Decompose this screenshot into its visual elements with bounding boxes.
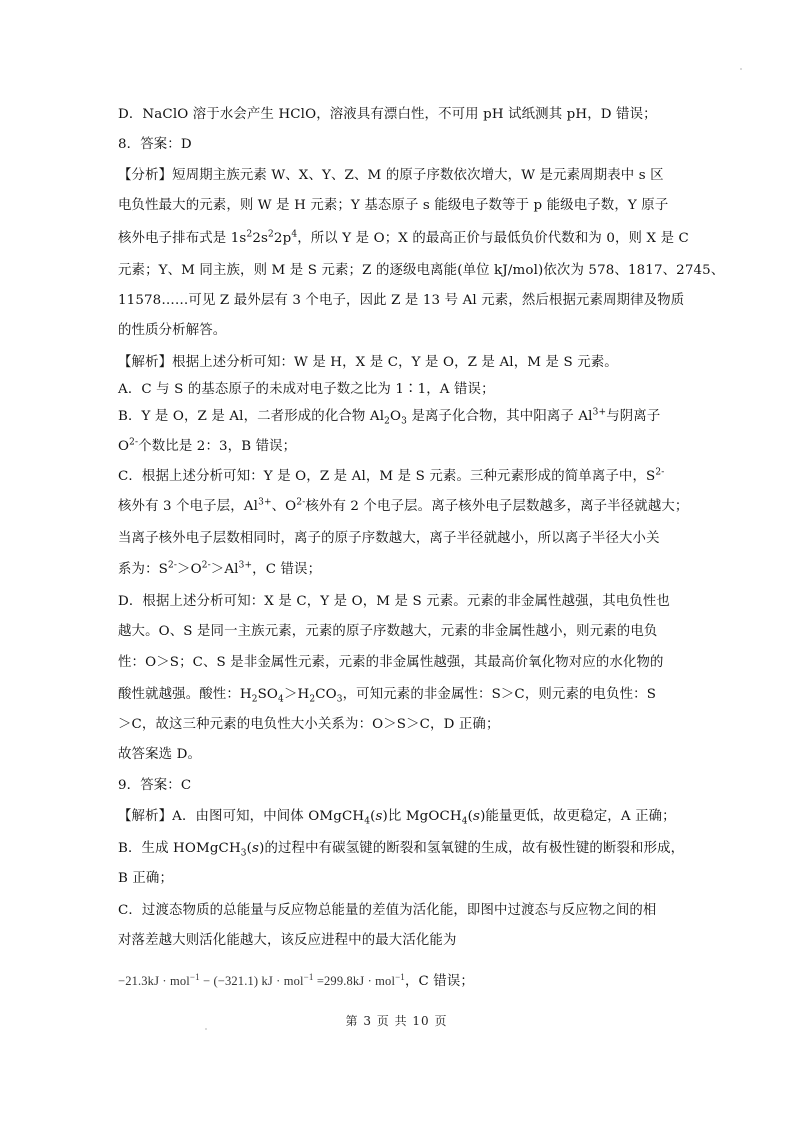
text-line-23: 9．答案：C xyxy=(118,778,192,793)
text-line-27: C．过渡态物质的总能量与反应物总能量的差值为活化能，即图中过渡态与反应物之间的相 xyxy=(118,903,657,918)
text-line-16: 系为：$S^{2-}>O^{2-}>Al^{3+}$，C 错误； xyxy=(118,560,322,577)
page-footer: 第 3 页 共 10 页 xyxy=(345,1014,448,1028)
text-line-21: ＞C，故这三种元素的电负性大小关系为：O＞S＞C，D 正确； xyxy=(118,717,500,732)
text-line-18: 越大。O、S 是同一主族元素，元素的原子序数越大，元素的非金属性越小，则元素的电负 xyxy=(118,624,658,639)
activation-energy-formula xyxy=(118,972,474,991)
text-line-25: B．生成 HOMgCH$_3$(s)的过程中有碳氢键的断裂和氢氧键的生成，故有极性键的断裂和形成， xyxy=(118,841,685,859)
text-line-7: 11578……可见 Z 最外层有 3 个电子，因此 Z 是 13 号 Al 元素，然后根据元素周期律及物质 xyxy=(118,293,685,308)
scan-speck xyxy=(740,68,742,70)
text-line-1: D．NaClO 溶于水会产生 HClO，溶液具有漂白性，不可用 pH 试纸测其 pH，D 错误； xyxy=(118,107,657,122)
text-line-28: 对落差越大则活化能越大，该反应进程中的最大活化能为 xyxy=(118,933,457,948)
text-line-6: 元素；Y、M 同主族，则 M 是 S 元素；Z 的逐级电离能(单位 kJ/mol)依次为 578、1817、2745、 xyxy=(118,263,725,278)
text-line-13: C．根据上述分析可知：Y 是 O，Z 是 Al，M 是 S 元素。三种元素形成的简单离子中，$S^{2-}$ xyxy=(118,467,665,484)
formula-tail: ，C 错误； xyxy=(404,974,474,989)
text-line-15: 当离子核外电子层数相同时，离子的原子序数越大，离子半径就越小，所以离子半径大小关 xyxy=(118,531,660,546)
text-line-14: 核外有 3 个电子层，$Al^{3+}$、$O^{2-}$核外有 2 个电子层。离子核外电子层数越多，离子半径就越大； xyxy=(118,497,689,514)
text-line-19: 性：O＞S；C、S 是非金属性元素，元素的非金属性越强，其最高价氧化物对应的水化物的 xyxy=(118,655,664,670)
text-line-9: 【解析】根据上述分析可知：W 是 H，X 是 C，Y 是 O，Z 是 Al，M 是 S 元素。 xyxy=(118,355,618,370)
text-line-22: 故答案选 D。 xyxy=(118,747,201,762)
text-line-3: 【分析】短周期主族元素 W、X、Y、Z、M 的原子序数依次增大，W 是元素周期表中 s 区 xyxy=(118,168,664,183)
text-line-4: 电负性最大的元素，则 W 是 H 元素；Y 基态原子 s 能级电子数等于 p 能级电子数，Y 原子 xyxy=(118,198,669,213)
text-line-11: B．Y 是 O，Z 是 Al，二者形成的化合物 $Al_2O_3$ 是离子化合物，其中阳离子 $Al^{3+}$与阴离子 xyxy=(118,407,661,427)
text-line-20: 酸性就越强。酸性：$H_2SO_4>H_2CO_3$，可知元素的非金属性：S＞C，则元素的电负性：S xyxy=(118,687,657,705)
text-line-12: $O^{2-}$个数比是 2：3，B 错误； xyxy=(118,437,297,454)
text-line-10: A．C 与 S 的基态原子的未成对电子数之比为 1∶1，A 错误； xyxy=(118,382,495,397)
formula-expression: −21.3kJ · mol$^{-1}$ − (−321.1) kJ · mol$^{-1}$ =299.8kJ · mol$^{-1}$ xyxy=(118,971,405,988)
text-line-8: 的性质分析解答。 xyxy=(118,323,227,338)
scan-speck xyxy=(205,1028,207,1030)
text-line-2: 8．答案：D xyxy=(118,137,192,152)
text-line-24: 【解析】A．由图可知，中间体 OMgCH$_4$(s)比 MgOCH$_4$(s)能量更低，故更稳定，A 正确； xyxy=(118,809,676,827)
text-line-5: 核外电子排布式是 $1s^22s^22p^4$，所以 Y 是 O；X 的最高正价与最低负价代数和为 0，则 X 是 C xyxy=(118,229,689,246)
text-line-17: D．根据上述分析可知：X 是 C，Y 是 O，M 是 S 元素。元素的非金属性越强，其电负性也 xyxy=(118,594,670,609)
text-line-26: B 正确； xyxy=(118,871,174,886)
